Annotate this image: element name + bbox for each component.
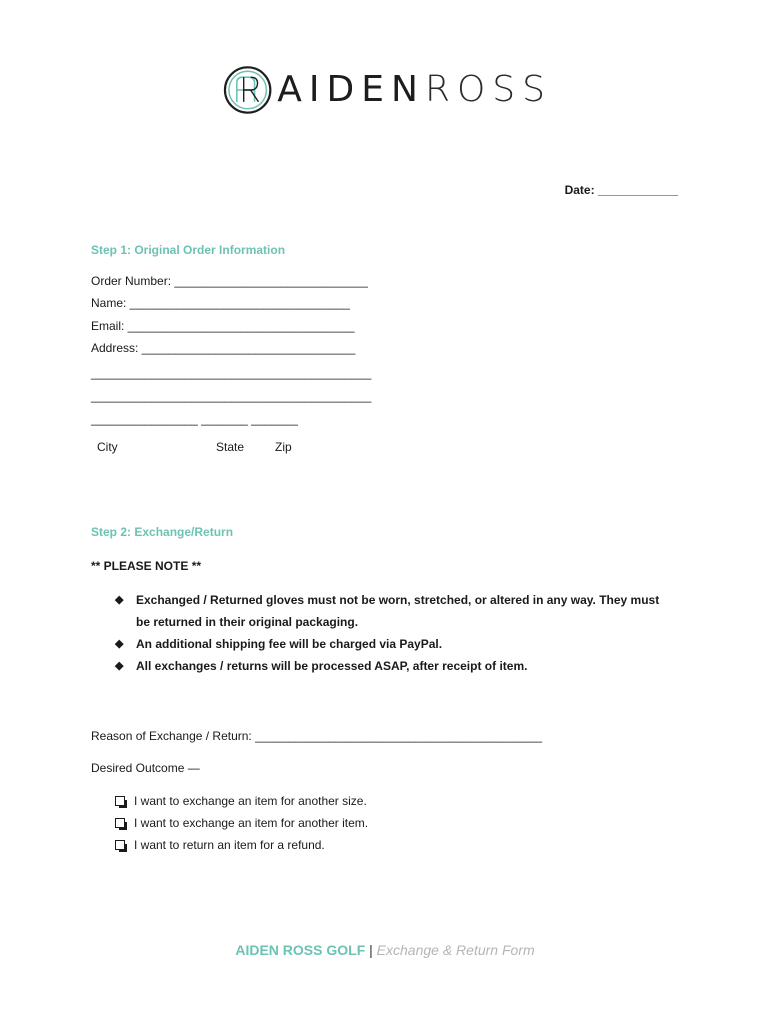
checkbox-icon[interactable] <box>115 840 125 850</box>
checkbox-icon[interactable] <box>115 818 125 828</box>
outcome-options <box>115 790 675 856</box>
step1-heading: Step 1: Original Order Information <box>91 243 286 257</box>
logo-wordmark <box>277 69 552 110</box>
order-number-field[interactable]: Order Number: _____________________________ <box>91 274 368 288</box>
city-state-zip-field[interactable]: ________________ _______ _______ <box>91 412 298 426</box>
list-item <box>115 633 675 655</box>
list-item <box>115 589 675 633</box>
zip-label: Zip <box>275 440 292 454</box>
logo-word-aiden: AIDEN <box>277 69 425 110</box>
option-label: I want to exchange an item for another size. <box>134 794 367 808</box>
checkbox-icon[interactable] <box>115 796 125 806</box>
list-item <box>115 655 675 677</box>
policy-text: Exchanged / Returned gloves must not be worn, stretched, or altered in any way. They must be returned in their original packaging. <box>136 593 660 629</box>
logo-word-ross: ROSS <box>424 69 552 110</box>
diamond-bullet-icon: ◆ <box>115 638 124 650</box>
city-label: City <box>97 440 118 454</box>
date-field[interactable]: Date: ____________ <box>564 183 678 197</box>
brand-logo <box>222 62 552 118</box>
outcome-option[interactable] <box>115 834 675 856</box>
please-note: ** PLEASE NOTE ** <box>91 559 202 573</box>
outcome-option[interactable] <box>115 812 675 834</box>
desired-outcome-label: Desired Outcome — <box>91 761 200 775</box>
diamond-bullet-icon: ◆ <box>115 594 124 606</box>
step2-heading: Step 2: Exchange/Return <box>91 525 234 539</box>
option-label: I want to exchange an item for another item. <box>134 816 369 830</box>
option-label: I want to return an item for a refund. <box>134 838 325 852</box>
policy-text: An additional shipping fee will be charged via PayPal. <box>136 637 443 651</box>
address-line-3[interactable]: __________________________________________ <box>91 389 372 403</box>
email-field[interactable]: Email: __________________________________ <box>91 319 355 333</box>
policy-text: All exchanges / returns will be processed ASAP, after receipt of item. <box>136 659 528 673</box>
reason-field[interactable]: Reason of Exchange / Return: ___________________________________________ <box>91 729 543 743</box>
footer-separator: | <box>369 942 373 958</box>
name-field[interactable]: Name: _________________________________ <box>91 296 350 310</box>
logo-monogram-icon <box>222 64 273 116</box>
policy-list <box>115 589 675 677</box>
footer-title: Exchange & Return Form <box>376 942 535 958</box>
footer-brand: AIDEN ROSS GOLF <box>235 942 366 958</box>
state-label: State <box>216 440 245 454</box>
address-line-2[interactable]: __________________________________________ <box>91 366 372 380</box>
outcome-option[interactable] <box>115 790 675 812</box>
page-footer <box>0 942 770 958</box>
diamond-bullet-icon: ◆ <box>115 660 124 672</box>
address-field[interactable]: Address: ________________________________ <box>91 341 356 355</box>
